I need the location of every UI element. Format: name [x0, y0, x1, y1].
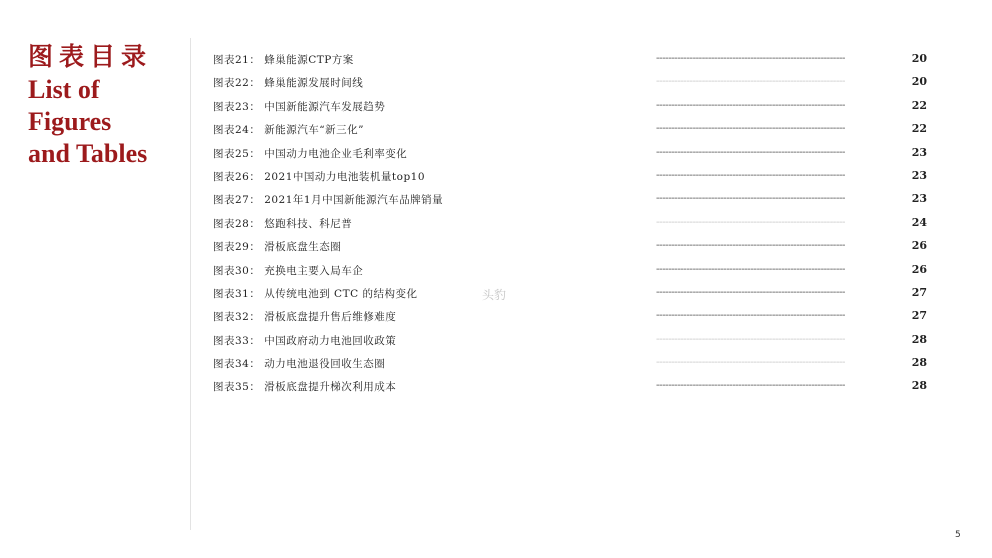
toc-entry[interactable]: [213, 97, 933, 120]
toc-entry-label: 图表31： 从传统电池到 CTC 的结构变化: [213, 287, 418, 300]
toc-entry-label: 图表33： 中国政府动力电池回收政策: [213, 334, 397, 347]
toc-entry[interactable]: [213, 50, 933, 73]
toc-entry-page: 27: [911, 285, 927, 299]
vertical-divider: [190, 38, 191, 530]
toc-entry[interactable]: [213, 261, 933, 284]
toc-entry[interactable]: [213, 190, 933, 213]
toc-entry-label: 图表35： 滑板底盘提升梯次利用成本: [213, 381, 397, 394]
toc-entry-page: 20: [911, 52, 927, 65]
page-number: 5: [955, 530, 961, 540]
toc-entry-label: 图表29： 滑板底盘生态圈: [213, 241, 342, 254]
toc-entry-page: 23: [911, 192, 927, 206]
toc-entry-page: 24: [911, 215, 927, 229]
title-chinese: 图表目录: [28, 42, 153, 71]
toc-entry-page: 28: [911, 379, 927, 393]
toc-entry-page: 28: [911, 356, 927, 370]
toc-entry-page: 23: [911, 168, 927, 182]
toc-leader-dots: --------------------------------------------------------------: [656, 356, 845, 369]
toc-entry[interactable]: [213, 377, 933, 400]
toc-leader-dots: --------------------------------------------------------------: [656, 239, 845, 252]
toc-entry-page: 23: [911, 145, 927, 159]
toc-leader-dots: --------------------------------------------------------------: [656, 192, 845, 205]
toc-entry-page: 28: [911, 332, 927, 346]
toc-entry-label: 图表27： 2021年1月中国新能源汽车品牌销量: [213, 194, 444, 207]
toc-entry-label: 图表30： 充换电主要入局车企: [213, 264, 364, 277]
toc-leader-dots: --------------------------------------------------------------: [656, 262, 845, 275]
toc-entry-label: 图表23： 中国新能源汽车发展趋势: [213, 100, 386, 113]
toc-entry-page: 27: [911, 309, 927, 323]
toc-leader-dots: --------------------------------------------------------------: [656, 379, 845, 392]
toc-entry-label: 图表34： 动力电池退役回收生态圈: [213, 358, 386, 371]
toc-entry-page: 26: [911, 239, 927, 253]
toc-entry-label: 图表24： 新能源汽车“新三化”: [213, 124, 364, 137]
watermark: 头豹: [482, 288, 507, 302]
toc-entry[interactable]: [213, 284, 933, 307]
toc-entry[interactable]: [213, 331, 933, 354]
toc-leader-dots: --------------------------------------------------------------: [656, 122, 845, 135]
toc-leader-dots: --------------------------------------------------------------: [656, 52, 845, 64]
toc-entry[interactable]: [213, 307, 933, 330]
toc-leader-dots: --------------------------------------------------------------: [656, 285, 845, 298]
toc-entry-label: 图表22： 蜂巢能源发展时间线: [213, 77, 364, 90]
toc-entry-label: 图表26： 2021中国动力电池装机量top10: [213, 170, 426, 183]
toc-entry-page: 20: [911, 75, 927, 89]
toc-leader-dots: --------------------------------------------------------------: [656, 168, 845, 181]
toc-entry[interactable]: [213, 214, 933, 237]
section-title: [28, 40, 188, 170]
toc-entry-label: 图表32： 滑板底盘提升售后维修难度: [213, 311, 397, 324]
toc-entry[interactable]: [213, 237, 933, 260]
toc-entry-page: 26: [911, 262, 927, 276]
toc-leader-dots: --------------------------------------------------------------: [656, 145, 845, 158]
table-of-contents: [213, 50, 933, 401]
toc-entry-label: 图表28： 悠跑科技、科尼普: [213, 217, 353, 230]
toc-entry-page: 22: [911, 98, 927, 112]
toc-leader-dots: --------------------------------------------------------------: [656, 309, 845, 322]
toc-leader-dots: --------------------------------------------------------------: [656, 332, 845, 345]
toc-entry-page: 22: [911, 122, 927, 136]
toc-entry-label: 图表21： 蜂巢能源CTP方案: [213, 54, 354, 66]
toc-entry-label: 图表25： 中国动力电池企业毛利率变化: [213, 147, 408, 160]
toc-entry[interactable]: [213, 73, 933, 96]
toc-entry[interactable]: [213, 167, 933, 190]
toc-leader-dots: --------------------------------------------------------------: [656, 98, 845, 111]
toc-entry[interactable]: [213, 120, 933, 143]
toc-leader-dots: --------------------------------------------------------------: [656, 75, 845, 88]
toc-entry[interactable]: [213, 144, 933, 167]
toc-entry[interactable]: [213, 354, 933, 377]
toc-leader-dots: --------------------------------------------------------------: [656, 215, 845, 228]
title-english: List of Figures and Tables: [28, 75, 148, 168]
